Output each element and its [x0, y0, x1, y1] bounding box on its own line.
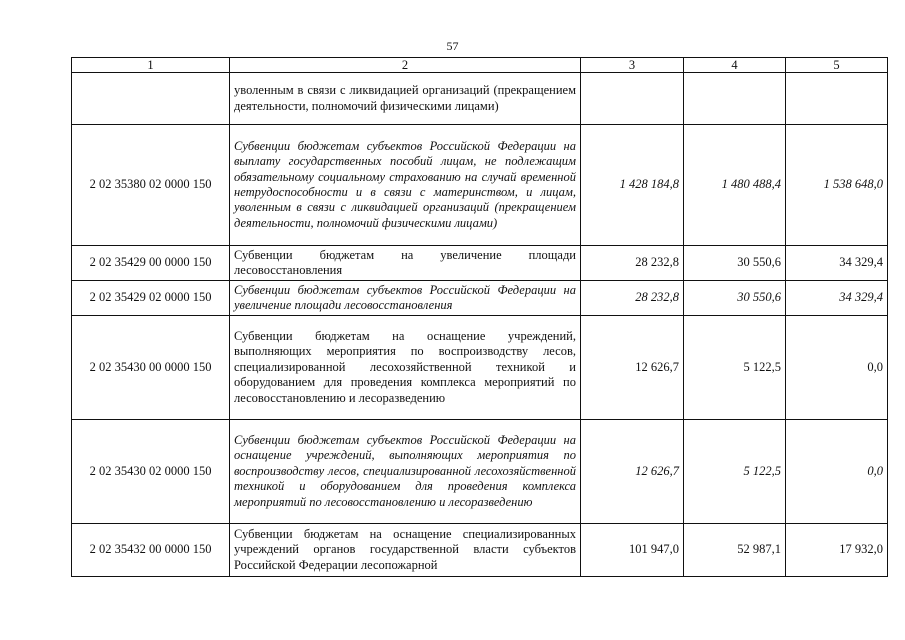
- header-col-3: 3: [581, 58, 684, 73]
- header-col-4: 4: [684, 58, 786, 73]
- row-value-col3: [581, 73, 684, 125]
- row-value-col5: 34 329,4: [786, 281, 888, 316]
- header-col-2: 2: [230, 58, 581, 73]
- row-value-col3: 101 947,0: [581, 524, 684, 577]
- table-row: [72, 524, 888, 577]
- table-row: [72, 73, 888, 125]
- row-description: Субвенции бюджетам на увеличение площади лесовосстановления: [230, 246, 581, 281]
- table-row: [72, 420, 888, 524]
- row-value-col5: 17 932,0: [786, 524, 888, 577]
- row-value-col4: 1 480 488,4: [684, 125, 786, 246]
- row-code: 2 02 35430 00 0000 150: [72, 316, 230, 420]
- row-description: Субвенции бюджетам субъектов Российской Федерации на увеличение площади лесовосстановления: [230, 281, 581, 316]
- table-row: [72, 281, 888, 316]
- row-code: 2 02 35430 02 0000 150: [72, 420, 230, 524]
- table-row: [72, 316, 888, 420]
- row-value-col5: 34 329,4: [786, 246, 888, 281]
- table-row: [72, 125, 888, 246]
- row-code: [72, 73, 230, 125]
- row-value-col3: 1 428 184,8: [581, 125, 684, 246]
- row-code: 2 02 35429 02 0000 150: [72, 281, 230, 316]
- table-row: [72, 246, 888, 281]
- header-row: [72, 58, 888, 73]
- row-description: Субвенции бюджетам на оснащение учреждений, выполняющих мероприятия по воспроизводству лесов, специализированной лесохозяйственной техникой и оборудованием для проведения комплекса мероприятий по лесовосстановлению и лесоразведению: [230, 316, 581, 420]
- header-col-1: 1: [72, 58, 230, 73]
- row-value-col4: 5 122,5: [684, 420, 786, 524]
- header-col-5: 5: [786, 58, 888, 73]
- row-value-col5: 1 538 648,0: [786, 125, 888, 246]
- row-value-col4: 30 550,6: [684, 246, 786, 281]
- row-code: 2 02 35429 00 0000 150: [72, 246, 230, 281]
- row-value-col4: 52 987,1: [684, 524, 786, 577]
- row-value-col5: 0,0: [786, 420, 888, 524]
- row-code: 2 02 35380 02 0000 150: [72, 125, 230, 246]
- row-value-col4: 5 122,5: [684, 316, 786, 420]
- page-number: 57: [446, 39, 459, 53]
- row-description: Субвенции бюджетам субъектов Российской Федерации на оснащение учреждений, выполняющих мероприятия по воспроизводству лесов, специализированной лесохозяйственной техникой и оборудованием для проведения комплекса мероприятий по лесовосстановлению и лесоразведению: [230, 420, 581, 524]
- row-value-col3: 28 232,8: [581, 281, 684, 316]
- row-value-col3: 12 626,7: [581, 316, 684, 420]
- row-value-col4: [684, 73, 786, 125]
- row-description: уволенным в связи с ликвидацией организаций (прекращением деятельности, полномочий физическими лицами): [230, 73, 581, 125]
- row-value-col5: 0,0: [786, 316, 888, 420]
- row-value-col4: 30 550,6: [684, 281, 786, 316]
- row-value-col5: [786, 73, 888, 125]
- row-code: 2 02 35432 00 0000 150: [72, 524, 230, 577]
- budget-table: [71, 57, 888, 577]
- row-description: Субвенции бюджетам субъектов Российской Федерации на выплату государственных пособий лицам, не подлежащим обязательному социальному страхованию на случай временной нетрудоспособности и в связи с материнством, и лицам, уволенным в связи с ликвидацией организаций (прекращением деятельности, полномочий физическими лицами): [230, 125, 581, 246]
- row-description: Субвенции бюджетам на оснащение специализированных учреждений органов государственной власти субъектов Российской Федерации лесопожарной: [230, 524, 581, 577]
- row-value-col3: 12 626,7: [581, 420, 684, 524]
- row-value-col3: 28 232,8: [581, 246, 684, 281]
